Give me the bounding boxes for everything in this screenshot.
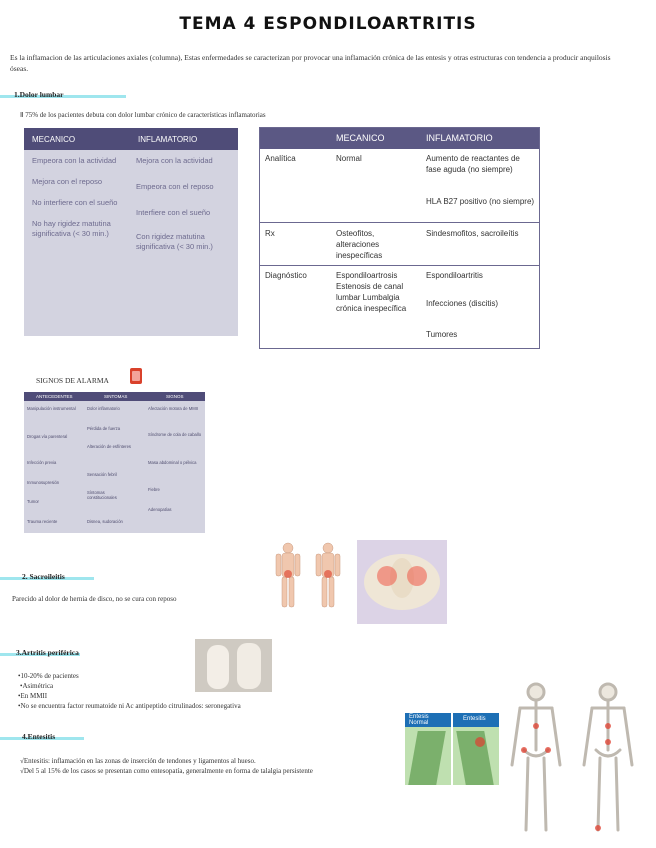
intro-paragraph: Es la inflamacion de las articulaciones axiales (columna), Estas enfermedades se caracterizan por provocar una inflamación crónica de las entesis y otras estructuras con tendencia a producir anquilosis óseas.: [10, 53, 611, 73]
table-cell: Manipulación instrumental: [27, 406, 76, 411]
table-cell: Tumores: [426, 330, 458, 339]
header-sintomas: SINTOMAS: [104, 394, 128, 399]
section-3-heading: 3.Artritis periférica: [16, 648, 79, 657]
table-cell: Drogas vía parenteral: [27, 434, 68, 439]
enthesis-normal-label: Entesis Normal: [409, 714, 429, 726]
table-cell: HLA B27 positivo (no siempre): [426, 197, 535, 206]
table-cell: Síndrome de cola de caballo: [148, 432, 202, 437]
header-inflamatorio: INFLAMATORIO: [426, 133, 493, 143]
table-cell: No interfiere con el sueño: [32, 198, 118, 207]
warning-signs-table: [24, 392, 205, 533]
row-label: Diagnóstico: [265, 271, 307, 280]
table-cell: Espondiloartrosis Estenosis de canal lumbar Lumbalgia crónica inespecífica: [336, 271, 407, 313]
table-cell: Empeora con la actividad: [32, 156, 117, 165]
row-label: Rx: [265, 229, 275, 238]
section-4-item: √Entesitis: inflamación en las zonas de inserción de tendones y ligamentos al hueso.: [20, 757, 256, 765]
section-4-heading: 4.Entesitis: [22, 732, 56, 741]
table-cell: Sindesmofitos, sacroileítis: [426, 229, 519, 238]
section-2-text: Parecido al dolor de hernia de disco, no se cura con reposo: [12, 595, 177, 603]
table-cell: Afectación motora de MMII: [148, 406, 199, 411]
row-label: Analítica: [265, 154, 296, 163]
section-1-text: Ⅱ 75% de los pacientes debuta con dolor lumbar crónico de características inflamatorias: [20, 111, 266, 119]
table-cell: Inmunosupresión: [27, 480, 60, 485]
header-signos: SIGNOS: [166, 394, 184, 399]
warning-signs-label: SIGNOS DE ALARMA: [36, 376, 109, 385]
table-header: [260, 128, 539, 149]
table-cell: Infecciones (discitis): [426, 299, 499, 308]
section-3-item: •Asimétrica: [20, 682, 54, 690]
section-3-item: •No se encuentra factor reumatoide ni Ac antipeptido citrulinados: seronegativa: [18, 702, 241, 710]
table-cell: Normal: [336, 154, 362, 163]
header-inflamatorio: INFLAMATORIO: [138, 134, 198, 144]
body-pain-figures-image: [270, 540, 350, 620]
table-cell: Interfiere con el sueño: [136, 208, 211, 217]
table-cell: Espondiloartritis: [426, 271, 483, 280]
roman-two-icon: Ⅱ: [20, 111, 24, 119]
skeleton-image: [500, 680, 650, 840]
table-cell: Empeora con el reposo: [136, 182, 214, 191]
diagnosis-comparison-table: [259, 127, 540, 349]
header-antecedentes: ANTECEDENTES: [36, 394, 73, 399]
section-3-item: •10-20% de pacientes: [18, 672, 79, 680]
inflammatory-column: [136, 156, 234, 263]
table-cell: No hay rigidez matutina significativa (< 30 min.): [32, 219, 111, 238]
section-2-heading: 2. Sacroileitis: [22, 572, 65, 581]
table-cell: Osteofitos, alteraciones inespecíficas: [336, 229, 383, 260]
table-header: [24, 128, 238, 150]
knee-image: [195, 639, 272, 692]
table-cell: Infección previa: [27, 460, 57, 465]
mechanic-vs-inflammatory-table: [24, 128, 238, 336]
warning-icon: [130, 368, 142, 384]
table-row: [260, 223, 539, 266]
pelvis-image: [357, 540, 447, 624]
table-cell: Síntomas constitucionales: [87, 490, 117, 500]
section-3-item: •En MMII: [18, 692, 48, 700]
table-cell: Fiebre: [148, 487, 160, 492]
table-cell: Con rigidez matutina significativa (< 30 min.): [136, 232, 213, 251]
table-cell: Pérdida de fuerza: [87, 426, 121, 431]
header-mecanico: MECANICO: [32, 134, 76, 144]
table-cell: Mejora con la actividad: [136, 156, 213, 165]
table-cell: Aumento de reactantes de fase aguda (no siempre): [426, 154, 520, 174]
table-cell: Masa abdominal o pélvica: [148, 460, 197, 465]
table-cell: Disnea, sudoración: [87, 519, 123, 524]
enthesis-figure: [405, 713, 499, 785]
page-title: TEMA 4 ESPONDILOARTRITIS: [179, 14, 477, 34]
mechanic-column: [32, 156, 132, 250]
table-cell: Dolor inflamatorio: [87, 406, 120, 411]
table-cell: Alteración de esfínteres: [87, 444, 131, 449]
table-cell: Trauma reciente: [27, 519, 58, 524]
table-cell: Adenopatías: [148, 507, 172, 512]
table-header: [24, 392, 205, 401]
table-cell: Mejora con el reposo: [32, 177, 103, 186]
header-mecanico: MECANICO: [336, 133, 385, 143]
table-row: [260, 266, 539, 348]
table-cell: Tumor: [27, 499, 39, 504]
table-cell: Sensación febril: [87, 472, 117, 477]
section-1-heading: 1.Dolor lumbar: [14, 90, 64, 99]
table-row: [260, 149, 539, 223]
section-4-item: √Del 5 al 15% de los casos se presentan como entesopatía, generalmente en forma de talalgia persistente: [20, 767, 313, 775]
enthesitis-label: Entesitis: [463, 716, 486, 722]
